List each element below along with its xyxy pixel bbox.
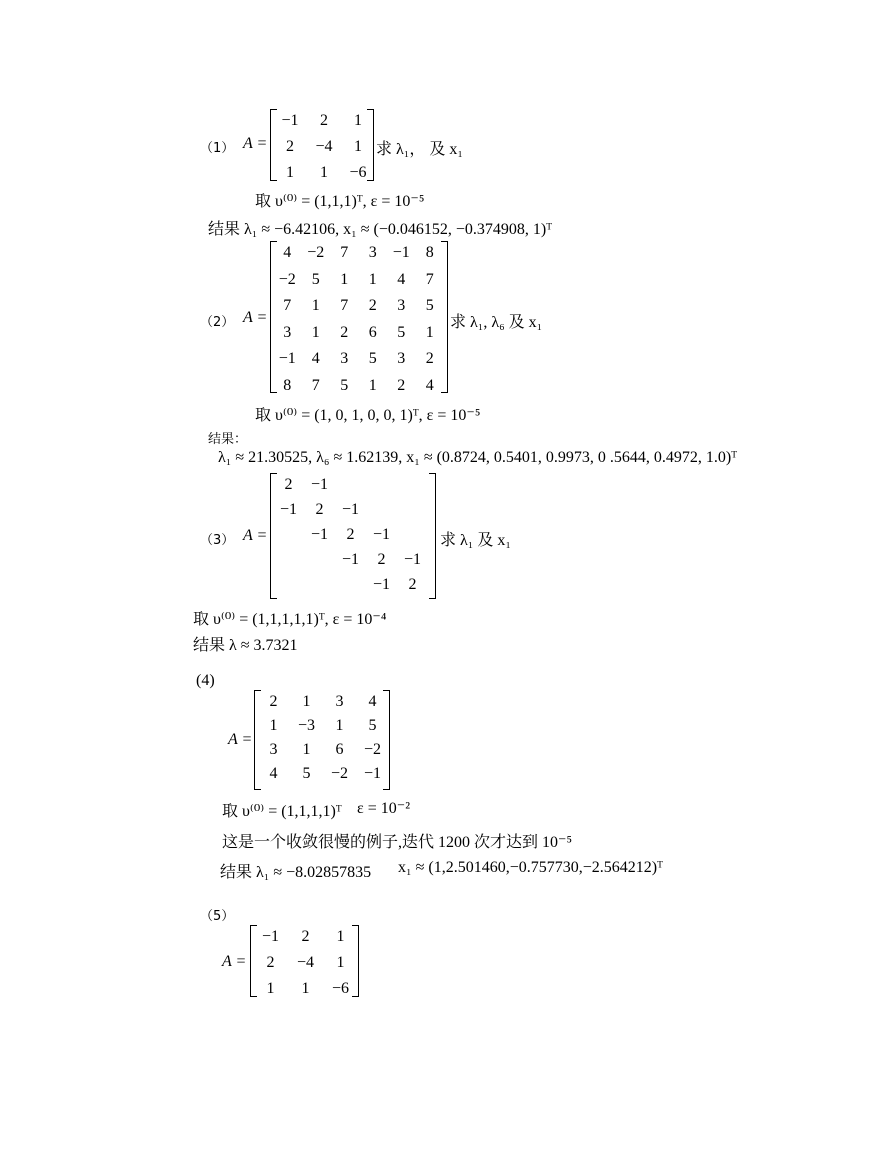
matrix-cell: −4 — [296, 954, 315, 971]
problem-5-label: （5） — [200, 909, 235, 924]
matrix-cell: 2 — [397, 376, 406, 394]
matrix-cell: 8 — [425, 244, 434, 261]
problem-1-result: 结果 λ₁ ≈ −6.42106, x₁ ≈ (−0.046152, −0.374908, 1)ᵀ — [208, 221, 553, 238]
problem-4-result-a: 结果 λ₁ ≈ −8.02857835 — [220, 864, 372, 881]
matrix-cell: 2 — [377, 551, 386, 568]
matrix-cell: 1 — [311, 323, 320, 341]
matrix-cell: 4 — [368, 693, 377, 710]
matrix-cell: 2 — [340, 323, 349, 341]
matrix-cell: 5 — [425, 297, 434, 314]
problem-5-A-eq: A = — [222, 953, 247, 970]
problem-4-init-b: ε = 10⁻² — [357, 800, 410, 817]
matrix-cell: 1 — [302, 693, 311, 710]
matrix-cell: 4 — [269, 765, 278, 782]
matrix-cell: 2 — [269, 693, 278, 710]
matrix-cell: 5 — [368, 350, 377, 367]
matrix-cell: −1 — [310, 526, 329, 543]
matrix-cell: 1 — [336, 954, 345, 971]
matrix-cell: 5 — [397, 323, 406, 341]
problem-1-label: （1） — [200, 141, 235, 156]
matrix-cell: 1 — [269, 717, 278, 734]
problem-2-task: 求 λ₁, λ₆ 及 x₁ — [450, 314, 543, 331]
problem-2-matrix — [270, 241, 448, 393]
matrix-cell: 3 — [335, 693, 344, 710]
matrix-cell: 1 — [302, 741, 311, 758]
problem-2-result: λ₁ ≈ 21.30525, λ₆ ≈ 1.62139, x₁ ≈ (0.8724, 0.5401, 0.9973, 0 .5644, 0.4972, 1.0)ᵀ — [218, 449, 738, 466]
matrix-cell: 7 — [340, 244, 349, 261]
problem-1-task: 求 λ₁， 及 x₁ — [376, 141, 463, 158]
matrix-cell: −1 — [363, 765, 382, 782]
matrix-cell: 1 — [368, 270, 377, 288]
problem-4-label: (4) — [196, 672, 215, 689]
problem-3-task: 求 λ₁ 及 x₁ — [440, 532, 511, 549]
matrix-cell: 1 — [368, 376, 377, 394]
matrix-cell: −1 — [281, 112, 299, 129]
matrix-cell: 1 — [354, 112, 362, 129]
problem-1-init: 取 υ⁽⁰⁾ = (1,1,1)ᵀ, ε = 10⁻⁵ — [255, 193, 425, 210]
matrix-cell: 6 — [335, 741, 344, 758]
problem-4-note: 这是一个收敛很慢的例子,迭代 1200 次才达到 10⁻⁵ — [222, 834, 573, 851]
problem-2-result-label: 结果： — [208, 432, 248, 447]
matrix-cell: −2 — [363, 741, 382, 758]
matrix-cell: 3 — [368, 244, 377, 261]
problem-2-label: （2） — [200, 315, 235, 330]
problem-3-init: 取 υ⁽⁰⁾ = (1,1,1,1,1)ᵀ, ε = 10⁻⁴ — [193, 611, 387, 628]
matrix-cell: 2 — [315, 501, 324, 518]
matrix-cell: −1 — [372, 526, 391, 543]
matrix-cell: −6 — [331, 980, 350, 997]
problem-4-matrix — [254, 690, 390, 790]
matrix-cell: 2 — [286, 138, 294, 155]
matrix-cell: 8 — [283, 376, 292, 394]
matrix-cell: 3 — [269, 741, 278, 758]
matrix-cell: 1 — [286, 164, 294, 181]
matrix-cell: 3 — [340, 350, 349, 367]
matrix-cell: 2 — [284, 476, 293, 493]
matrix-cell: 1 — [354, 138, 362, 155]
matrix-cell: −2 — [278, 270, 296, 288]
matrix-cell: 2 — [368, 297, 377, 314]
problem-3-A-eq: A = — [243, 527, 268, 544]
matrix-cell: 7 — [311, 376, 320, 394]
matrix-cell: 3 — [397, 350, 406, 367]
problem-2-A-eq: A = — [243, 309, 268, 326]
matrix-cell: −1 — [278, 350, 296, 367]
problem-4-init-a: 取 υ⁽⁰⁾ = (1,1,1,1)ᵀ — [222, 803, 342, 820]
matrix-cell: 7 — [425, 270, 434, 288]
matrix-cell: −1 — [310, 476, 329, 493]
problem-4-A-eq: A = — [228, 731, 253, 748]
matrix-cell: 7 — [340, 297, 349, 314]
problem-3-matrix — [270, 473, 436, 599]
problem-1-matrix — [270, 109, 374, 181]
problem-3-label: （3） — [200, 533, 235, 548]
problem-3-result: 结果 λ ≈ 3.7321 — [193, 637, 298, 654]
matrix-cell: −1 — [279, 501, 298, 518]
matrix-cell: 5 — [302, 765, 311, 782]
matrix-cell: 2 — [346, 526, 355, 543]
problem-4-result-b: x₁ ≈ (1,2.501460,−0.757730,−2.564212)ᵀ — [398, 859, 663, 876]
matrix-cell: 5 — [311, 270, 320, 288]
matrix-cell: 2 — [266, 954, 275, 971]
matrix-cell: 5 — [340, 376, 349, 394]
matrix-cell: −1 — [372, 576, 391, 593]
matrix-cell: 2 — [425, 350, 434, 367]
matrix-cell: 2 — [301, 928, 310, 945]
matrix-cell: −1 — [341, 551, 360, 568]
matrix-cell: 4 — [425, 376, 434, 394]
matrix-cell: 1 — [340, 270, 349, 288]
matrix-cell: −6 — [349, 164, 367, 181]
matrix-cell: 1 — [301, 980, 310, 997]
matrix-cell: −4 — [315, 138, 333, 155]
problem-5-matrix — [250, 925, 359, 997]
matrix-cell: 1 — [336, 928, 345, 945]
matrix-cell: 1 — [311, 297, 320, 314]
matrix-cell: 4 — [311, 350, 320, 367]
matrix-cell: −1 — [261, 928, 280, 945]
matrix-cell: 3 — [283, 323, 292, 341]
matrix-cell: 7 — [283, 297, 292, 314]
matrix-cell: 1 — [266, 980, 275, 997]
matrix-cell: 6 — [368, 323, 377, 341]
matrix-cell: 1 — [425, 323, 434, 341]
matrix-cell: 4 — [283, 244, 292, 261]
problem-1-A-eq: A = — [243, 135, 268, 152]
matrix-cell: 1 — [320, 164, 328, 181]
matrix-cell: 1 — [335, 717, 344, 734]
matrix-cell: −2 — [330, 765, 349, 782]
matrix-cell: −3 — [297, 717, 316, 734]
matrix-cell: 5 — [368, 717, 377, 734]
matrix-cell: −1 — [392, 244, 410, 261]
problem-2-init: 取 υ⁽⁰⁾ = (1, 0, 1, 0, 0, 1)ᵀ, ε = 10⁻⁵ — [255, 407, 481, 424]
matrix-cell: 3 — [397, 297, 406, 314]
matrix-cell: −1 — [341, 501, 360, 518]
matrix-cell: 4 — [397, 270, 406, 288]
matrix-cell: 2 — [320, 112, 328, 129]
matrix-cell: 2 — [408, 576, 417, 593]
matrix-cell: −2 — [307, 244, 325, 261]
matrix-cell: −1 — [403, 551, 422, 568]
